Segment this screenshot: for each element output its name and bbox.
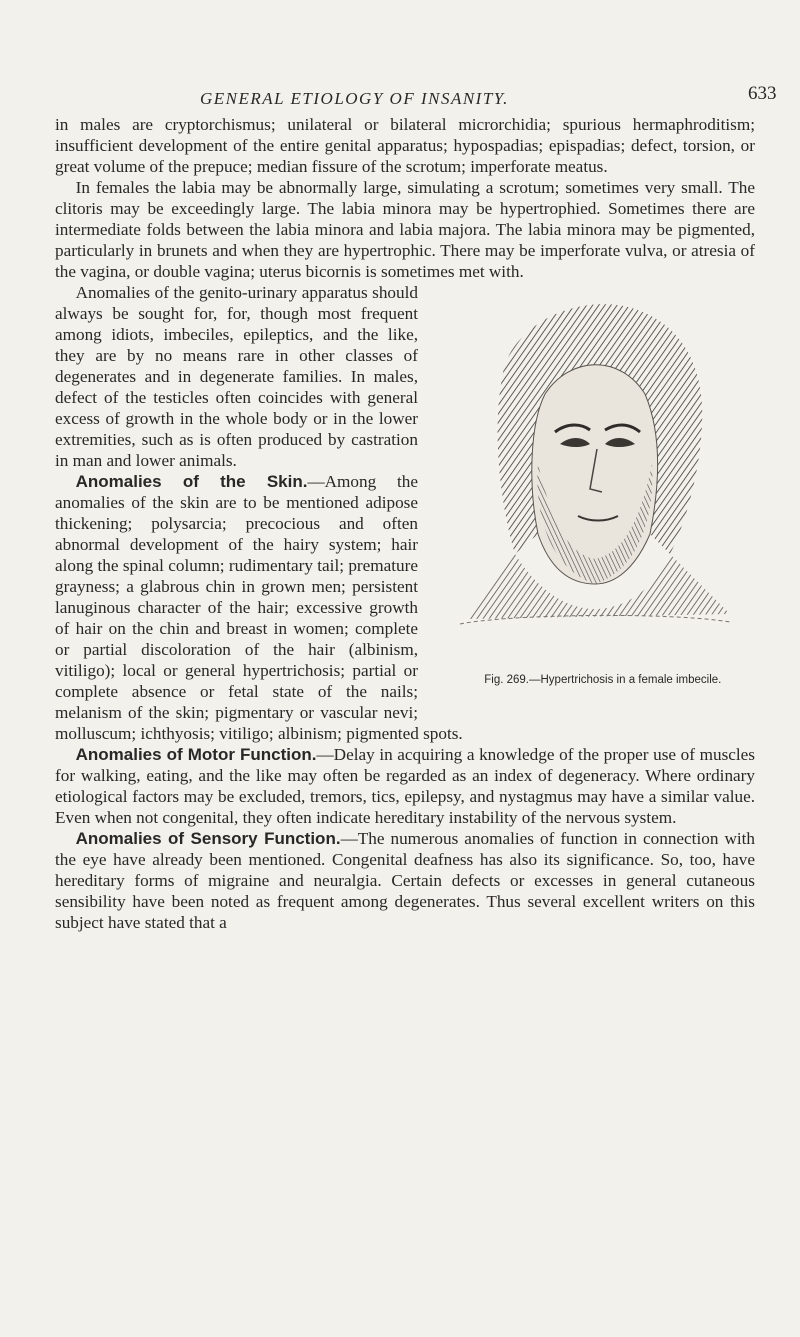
figure-caption: Fig. 269.—Hypertrichosis in a female imbecile. [484,674,722,686]
portrait-illustration [430,284,755,709]
running-head [0,83,800,113]
body-text [55,114,755,933]
figure-hypertrichosis [430,284,755,709]
paragraph-sensory [55,828,755,933]
section-heading-skin: Anomalies of the Skin. [75,472,308,491]
paragraph: in males are cryptorchismus; unilateral or bilateral microrchidia; spurious hermaphroditism; insufficient development of the entire genital apparatus; hypospadias; epispadias; defect, torsion, or great volume of the prepuce; median fissure of the scrotum; imperforate meatus. [55,115,755,176]
section-heading-motor: Anomalies of Motor Function. [75,745,317,764]
page-number: 633 [748,83,777,104]
paragraph: In females the labia may be abnormally large, simulating a scrotum; sometimes very small. The clitoris may be exceedingly large. The labia minora may be hypertrophied. Sometimes there are intermediate folds between the labia minora and labia majora. The labia minora may be pigmented, particularly in brunets and when they are hypertrophic. There may be imperforate vulva, or atresia of the vagina, or double vagina; uterus bicornis is sometimes met with. [55,178,755,281]
paragraph-text: —Among the anomalies of the skin are to be mentioned adipose thickening; polysarcia; precocious and often abnormal development of the hairy system; hair along the spinal column; rudimentary tail; premature grayness; a glabrous chin in grown men; persistent lanuginous character of the hair; excessive growth of hair on the chin and breast in women; complete or partial discoloration of the hair (albinism, vitiligo); local or general hypertrichosis; partial or complete absence or fetal state of the nails; melanism of the skin; pigmentary or vascular nevi; molluscum; ichthyosis; vitiligo; albinism; pigmented spots. [55,472,463,743]
paragraph-text: Anomalies of the genito-urinary apparatus should always be sought for, for, though most frequent among idiots, imbeciles, epileptics, and the like, they are by no means rare in other classes of degenerates and in degenerate families. In males, defect of the testicles often coincides with general excess of growth in the whole body or in the lower extremities, such as is often produced by castration in man and lower animals. [55,283,418,470]
paragraph-motor [55,744,755,828]
running-title: GENERAL ETIOLOGY OF INSANITY. [200,89,509,108]
section-heading-sensory: Anomalies of Sensory Function. [75,829,341,848]
paragraph-text: —Delay in acquiring a knowledge of the proper use of muscles for walking, eating, and the like may often be regarded as an index of degeneracy. Where ordinary etiological factors may be excluded, tremors, tics, epilepsy, and nystagmus may have a similar value. Even when not congenital, they often indicate hereditary instability of the nervous system. [55,745,755,827]
paragraph-text: —The numerous anomalies of function in connection with the eye have already been mentioned. Congenital deafness has also its significance. So, too, have hereditary forms of migraine and neuralgia. Certain defects or excesses in general cutaneous sensibility have been noted as frequent among degenerates. Thus several excellent writers on this subject have stated that a [55,829,755,932]
